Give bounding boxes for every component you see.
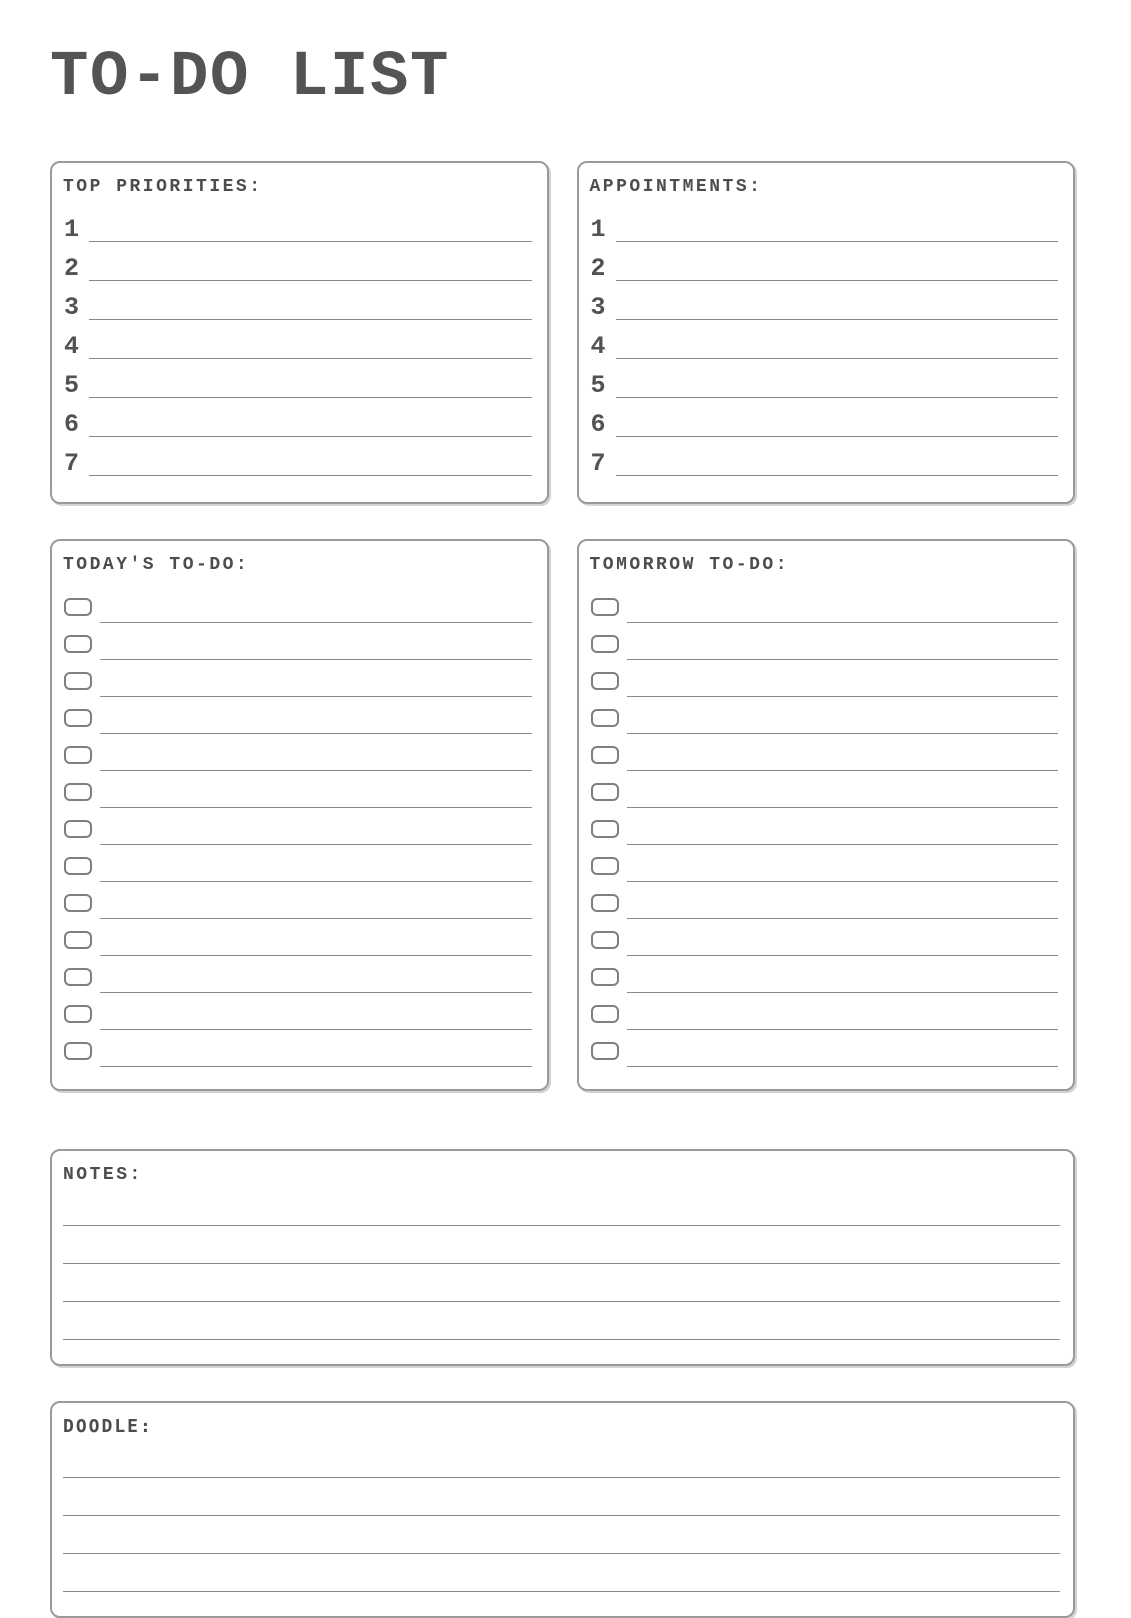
todo-row (50, 539, 1075, 1091)
todays-todo-checkbox[interactable] (64, 1005, 92, 1023)
tomorrow-todo-checkbox[interactable] (591, 598, 619, 616)
doodle-box (50, 1401, 1075, 1618)
todays-todo-checkbox[interactable] (64, 783, 92, 801)
doodle-line-3[interactable] (63, 1516, 1060, 1554)
todays-todo-row-7 (63, 814, 534, 851)
notes-box (50, 1149, 1075, 1366)
priority-entry-line[interactable] (89, 319, 532, 320)
notes-line-3[interactable] (63, 1264, 1060, 1302)
appointment-entry-line[interactable] (616, 280, 1059, 281)
todays-todo-checkbox[interactable] (64, 968, 92, 986)
appointment-row-7 (590, 451, 1061, 490)
doodle-line-4[interactable] (63, 1554, 1060, 1592)
tomorrow-todo-box (577, 539, 1076, 1091)
todays-todo-row-10 (63, 925, 534, 962)
tomorrow-todo-entry-line[interactable] (627, 1066, 1059, 1067)
tomorrow-todo-checkbox[interactable] (591, 672, 619, 690)
tomorrow-todo-checkbox[interactable] (591, 820, 619, 838)
tomorrow-todo-checkbox[interactable] (591, 931, 619, 949)
appointment-number: 3 (590, 293, 606, 322)
appointment-row-2 (590, 256, 1061, 295)
todays-todo-checkbox[interactable] (64, 931, 92, 949)
priority-number: 2 (64, 254, 80, 283)
tomorrow-todo-entry-line[interactable] (627, 696, 1059, 697)
doodle-line-1[interactable] (63, 1437, 1060, 1478)
priority-number: 7 (64, 449, 80, 478)
tomorrow-todo-row-8 (590, 851, 1061, 888)
tomorrow-todo-entry-line[interactable] (627, 881, 1059, 882)
appointment-row-4 (590, 334, 1061, 373)
priority-number: 6 (64, 410, 80, 439)
priority-number: 3 (64, 293, 80, 322)
todays-todo-row-12 (63, 999, 534, 1036)
top-priorities-label: TOP PRIORITIES: (63, 177, 263, 197)
tomorrow-todo-row-2 (590, 629, 1061, 666)
tomorrow-todo-row-12 (590, 999, 1061, 1036)
tomorrow-todo-checkbox[interactable] (591, 746, 619, 764)
todays-todo-entry-line[interactable] (100, 955, 532, 956)
doodle-label: DOODLE: (63, 1416, 153, 1437)
appointment-number: 6 (590, 410, 606, 439)
todays-todo-checkbox[interactable] (64, 857, 92, 875)
tomorrow-todo-list (590, 592, 1061, 1073)
priority-row-5 (63, 373, 534, 412)
notes-line-4[interactable] (63, 1302, 1060, 1340)
priority-row-1 (63, 217, 534, 256)
appointments-label: APPOINTMENTS: (589, 177, 763, 197)
todays-todo-entry-line[interactable] (100, 992, 532, 993)
tomorrow-todo-row-1 (590, 592, 1061, 629)
appointment-row-6 (590, 412, 1061, 451)
appointment-number: 4 (590, 332, 606, 361)
tomorrow-todo-checkbox[interactable] (591, 1042, 619, 1060)
appointment-entry-line[interactable] (616, 319, 1059, 320)
todays-todo-row-2 (63, 629, 534, 666)
todays-todo-checkbox[interactable] (64, 672, 92, 690)
todays-todo-row-3 (63, 666, 534, 703)
todays-todo-entry-line[interactable] (100, 807, 532, 808)
todays-todo-box (50, 539, 549, 1091)
tomorrow-todo-row-6 (590, 777, 1061, 814)
priority-number: 5 (64, 371, 80, 400)
tomorrow-todo-entry-line[interactable] (627, 807, 1059, 808)
tomorrow-todo-checkbox[interactable] (591, 709, 619, 727)
todays-todo-checkbox[interactable] (64, 709, 92, 727)
todays-todo-list (63, 592, 534, 1073)
todays-todo-entry-line[interactable] (100, 1029, 532, 1030)
appointment-entry-line[interactable] (616, 436, 1059, 437)
tomorrow-todo-entry-line[interactable] (627, 992, 1059, 993)
todays-todo-entry-line[interactable] (100, 1066, 532, 1067)
priority-entry-line[interactable] (89, 436, 532, 437)
tomorrow-todo-checkbox[interactable] (591, 894, 619, 912)
todays-todo-entry-line[interactable] (100, 844, 532, 845)
notes-line-1[interactable] (63, 1185, 1060, 1226)
todays-todo-checkbox[interactable] (64, 635, 92, 653)
todays-todo-label: TODAY'S TO-DO: (63, 555, 250, 575)
todays-todo-row-11 (63, 962, 534, 999)
tomorrow-todo-entry-line[interactable] (627, 1029, 1059, 1030)
priority-entry-line[interactable] (89, 241, 532, 242)
todays-todo-entry-line[interactable] (100, 918, 532, 919)
todays-todo-entry-line[interactable] (100, 696, 532, 697)
priorities-appointments-row (50, 161, 1075, 504)
priority-entry-line[interactable] (89, 397, 532, 398)
todays-todo-entry-line[interactable] (100, 733, 532, 734)
priority-entry-line[interactable] (89, 280, 532, 281)
todays-todo-checkbox[interactable] (64, 598, 92, 616)
tomorrow-todo-entry-line[interactable] (627, 770, 1059, 771)
tomorrow-todo-entry-line[interactable] (627, 622, 1059, 623)
appointment-entry-line[interactable] (616, 397, 1059, 398)
priority-number: 4 (64, 332, 80, 361)
todays-todo-checkbox[interactable] (64, 1042, 92, 1060)
tomorrow-todo-entry-line[interactable] (627, 659, 1059, 660)
todays-todo-checkbox[interactable] (64, 894, 92, 912)
doodle-line-2[interactable] (63, 1478, 1060, 1516)
page-title: TO-DO LIST (50, 42, 451, 114)
priority-row-6 (63, 412, 534, 451)
doodle-lines (63, 1437, 1060, 1604)
tomorrow-todo-checkbox[interactable] (591, 857, 619, 875)
notes-label: NOTES: (63, 1165, 143, 1185)
appointment-entry-line[interactable] (616, 358, 1059, 359)
todays-todo-entry-line[interactable] (100, 622, 532, 623)
todays-todo-row-13 (63, 1036, 534, 1073)
tomorrow-todo-row-4 (590, 703, 1061, 740)
tomorrow-todo-checkbox[interactable] (591, 968, 619, 986)
tomorrow-todo-entry-line[interactable] (627, 918, 1059, 919)
notes-lines (63, 1185, 1060, 1352)
tomorrow-todo-entry-line[interactable] (627, 844, 1059, 845)
tomorrow-todo-entry-line[interactable] (627, 955, 1059, 956)
priority-row-3 (63, 295, 534, 334)
appointment-number: 1 (590, 215, 606, 244)
top-priorities-box (50, 161, 549, 504)
appointment-number: 2 (590, 254, 606, 283)
tomorrow-todo-row-11 (590, 962, 1061, 999)
todays-todo-row-4 (63, 703, 534, 740)
todays-todo-checkbox[interactable] (64, 820, 92, 838)
appointment-row-3 (590, 295, 1061, 334)
tomorrow-todo-row-9 (590, 888, 1061, 925)
tomorrow-todo-checkbox[interactable] (591, 635, 619, 653)
tomorrow-todo-checkbox[interactable] (591, 783, 619, 801)
todays-todo-entry-line[interactable] (100, 881, 532, 882)
appointment-number: 5 (590, 371, 606, 400)
todays-todo-entry-line[interactable] (100, 659, 532, 660)
appointment-row-1 (590, 217, 1061, 256)
appointment-row-5 (590, 373, 1061, 412)
todays-todo-row-5 (63, 740, 534, 777)
priority-entry-line[interactable] (89, 475, 532, 476)
tomorrow-todo-checkbox[interactable] (591, 1005, 619, 1023)
todays-todo-row-6 (63, 777, 534, 814)
appointment-entry-line[interactable] (616, 475, 1059, 476)
todays-todo-row-8 (63, 851, 534, 888)
priority-row-4 (63, 334, 534, 373)
tomorrow-todo-row-10 (590, 925, 1061, 962)
priority-row-2 (63, 256, 534, 295)
appointment-number: 7 (590, 449, 606, 478)
appointments-list (590, 217, 1061, 490)
priority-entry-line[interactable] (89, 358, 532, 359)
priority-number: 1 (64, 215, 80, 244)
top-priorities-list (63, 217, 534, 490)
appointments-box (577, 161, 1076, 504)
todays-todo-row-1 (63, 592, 534, 629)
appointment-entry-line[interactable] (616, 241, 1059, 242)
tomorrow-todo-entry-line[interactable] (627, 733, 1059, 734)
tomorrow-todo-row-13 (590, 1036, 1061, 1073)
tomorrow-todo-row-5 (590, 740, 1061, 777)
tomorrow-todo-label: TOMORROW TO-DO: (589, 555, 790, 575)
tomorrow-todo-row-7 (590, 814, 1061, 851)
todays-todo-entry-line[interactable] (100, 770, 532, 771)
tomorrow-todo-row-3 (590, 666, 1061, 703)
todays-todo-checkbox[interactable] (64, 746, 92, 764)
notes-line-2[interactable] (63, 1226, 1060, 1264)
todays-todo-row-9 (63, 888, 534, 925)
priority-row-7 (63, 451, 534, 490)
